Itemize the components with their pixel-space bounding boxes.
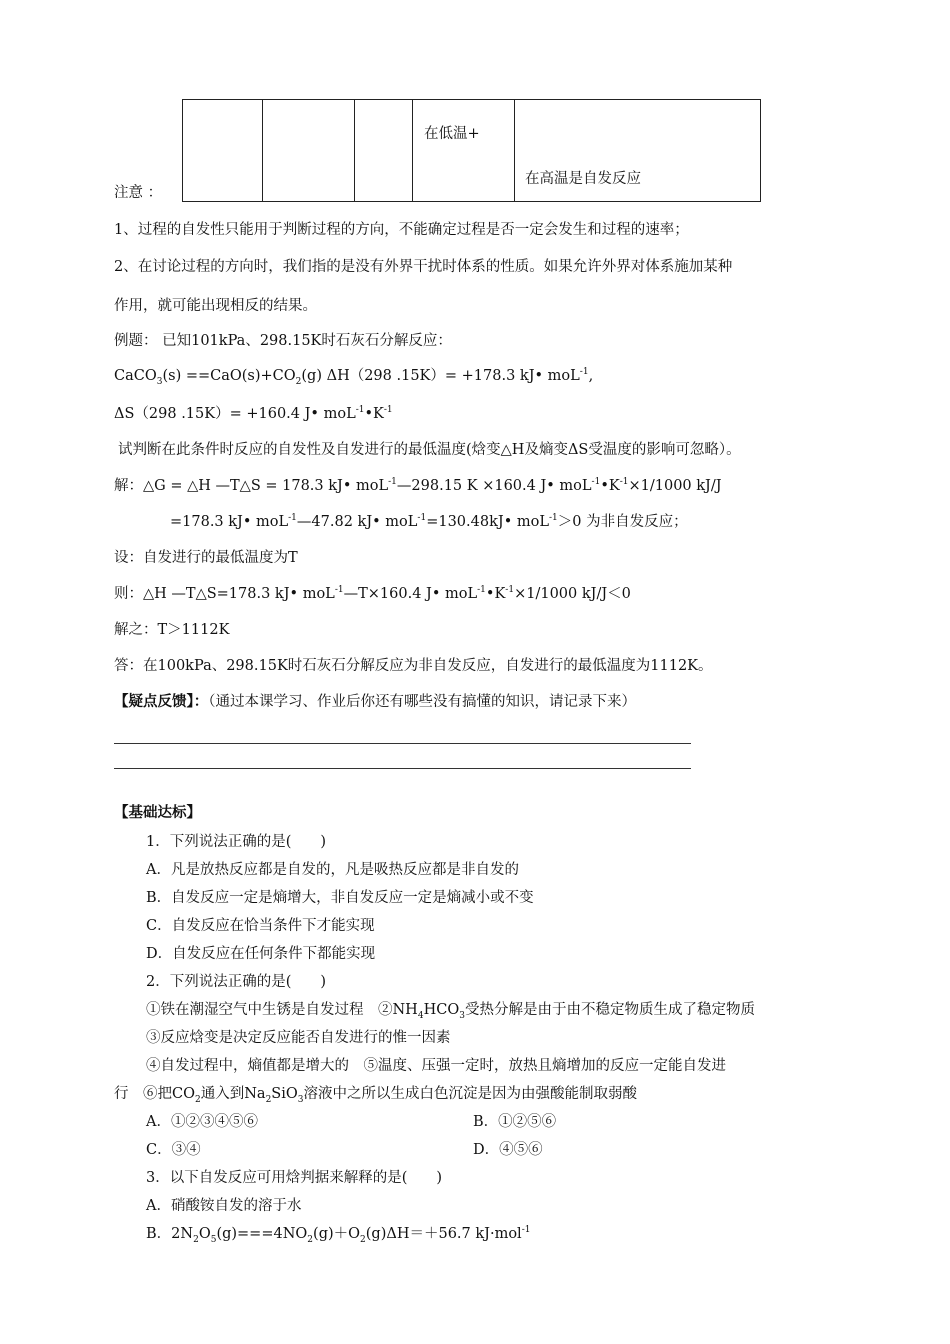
question-2-statement-6 <box>114 1084 637 1104</box>
eq-text: •K <box>485 586 506 602</box>
question-1: 1．下列说法正确的是( ) <box>146 834 327 850</box>
eq-text: ΔS（298 .15K）= +160.4 J• moL <box>114 406 356 422</box>
statement-text: 行 ⑥把CO <box>114 1086 195 1102</box>
table-cell-high-temp <box>515 100 761 202</box>
statement-text: HCO <box>423 1002 460 1018</box>
eq-text: (s) ==CaO(s)+CO <box>162 368 296 384</box>
eq-text: 则：△H —T△S=178.3 kJ• moL <box>114 586 335 602</box>
solution-then <box>114 584 631 604</box>
superscript: -1 <box>417 513 427 524</box>
question-3-option-b <box>146 1224 530 1244</box>
superscript: -1 <box>334 585 344 596</box>
subscript: 2 <box>307 1234 314 1245</box>
eq-text: ×1/1000 kJ/J <box>628 478 722 494</box>
feedback-text: （通过本课学习、作业后你还有哪些没有搞懂的知识，请记录下来） <box>208 694 636 710</box>
statement-text: ①铁在潮湿空气中生锈是自发过程 ②NH <box>146 1002 418 1018</box>
solution-line-1 <box>114 476 722 496</box>
eq-text: ×1/1000 kJ/J＜0 <box>514 586 631 602</box>
superscript: -1 <box>505 585 515 596</box>
table-row <box>183 100 761 202</box>
solution-answer: 答：在100kPa、298.15K时石灰石分解反应为非自发反应，自发进行的最低温度为1112K。 <box>114 658 713 674</box>
question-2-option-b: B．①②⑤⑥ <box>473 1114 557 1130</box>
option-text: B．2N <box>146 1226 194 1242</box>
statement-text: 通入到Na <box>200 1086 266 1102</box>
eq-text: •K <box>600 478 620 494</box>
superscript: -1 <box>288 513 297 524</box>
superscript: -1 <box>548 513 558 524</box>
table-cell <box>183 100 263 202</box>
subscript: 3 <box>459 1010 465 1021</box>
answer-line <box>114 768 691 769</box>
option-text: (g)＋O <box>313 1226 361 1242</box>
solution-line-2 <box>170 512 688 532</box>
eq-text: =130.48kJ• moL <box>426 514 549 530</box>
example-equation: CaCO$_3$(s) $==CaO(s)+CO_2(g)$ ΔH（298 .15K）= +178.3 kJ• moL$^{-1}$, <box>114 367 594 387</box>
eq-text: 解：△G = △H —T△S = 178.3 kJ• moL <box>114 478 389 494</box>
question-2-statement-1 <box>146 1000 755 1020</box>
superscript: -1 <box>591 477 601 488</box>
table-cell <box>355 100 413 202</box>
superscript: -1 <box>521 1225 531 1236</box>
subscript: 3 <box>156 376 163 387</box>
question-3-option-a: A．硝酸铵自发的溶于水 <box>146 1198 302 1214</box>
subscript: 2 <box>295 376 302 387</box>
table-cell-text: 在高温是自发反应 <box>525 171 641 187</box>
eq-text: CaCO <box>114 368 157 384</box>
subscript: 2 <box>193 1234 199 1245</box>
question-1-option-c: C．自发反应在恰当条件下才能实现 <box>146 918 375 934</box>
eq-text: ＞0 为非自发反应； <box>557 514 688 530</box>
question-1-option-b: B．自发反应一定是熵增大，非自发反应一定是熵减小或不变 <box>146 890 534 906</box>
subscript: 5 <box>210 1234 217 1245</box>
option-text: (g)===4NO <box>216 1226 308 1242</box>
note-item-1: 1、过程的自发性只能用于判断过程的方向，不能确定过程是否一定会发生和过程的速率； <box>114 222 689 238</box>
subscript: 2 <box>194 1094 201 1105</box>
basic-title: 【基础达标】 <box>114 805 201 821</box>
example-intro: 例题： 已知101kPa、298.15K时石灰石分解反应： <box>114 333 452 349</box>
question-2-option-c: C．③④ <box>146 1142 201 1158</box>
table-cell-text: 在低温+ <box>424 126 480 142</box>
feedback-title: 【疑点反馈】： <box>114 694 209 710</box>
note-item-2-cont: 作用，就可能出现相反的结果。 <box>114 298 317 314</box>
superscript: -1 <box>477 585 486 596</box>
answer-line <box>114 743 691 744</box>
superscript: -1 <box>579 367 589 378</box>
subscript: 2 <box>360 1234 366 1245</box>
statement-text: SiO <box>271 1086 298 1102</box>
question-3: 3．以下自发反应可用焓判据来解释的是( ) <box>146 1170 443 1186</box>
option-text: (g)ΔH＝＋56.7 kJ·mol <box>365 1226 522 1242</box>
subscript: 3 <box>297 1094 304 1105</box>
question-2-statement-3: ③反应焓变是决定反应能否自发进行的惟一因素 <box>146 1030 451 1046</box>
superscript: -1 <box>619 477 629 488</box>
feedback-section <box>114 692 636 712</box>
option-text: O <box>198 1226 211 1242</box>
note-item-2: 2、在讨论过程的方向时，我们指的是没有外界干扰时体系的性质。如果允许外界对体系施加某种 <box>114 259 733 275</box>
question-2-statement-4: ④自发过程中，熵值都是增大的 ⑤温度、压强一定时，放热且熵增加的反应一定能自发进 <box>146 1058 726 1074</box>
question-1-option-a: A．凡是放热反应都是自发的，凡是吸热反应都是非自发的 <box>146 862 519 878</box>
eq-text: =178.3 kJ• moL <box>170 514 289 530</box>
statement-text: 溶液中之所以生成白色沉淀是因为由强酸能制取弱酸 <box>303 1086 637 1102</box>
solution-let: 设：自发进行的最低温度为T <box>114 550 298 566</box>
subscript: 4 <box>417 1010 424 1021</box>
question-2: 2．下列说法正确的是( ) <box>146 974 327 990</box>
solution-solve: 解之：T＞1112K <box>114 622 230 638</box>
superscript: -1 <box>388 477 397 488</box>
example-entropy: ΔS（298 .15K）= +160.4 J• $moL^{-1}•K^{-1}$ <box>114 405 393 422</box>
eq-text: (g) ΔH（298 .15K）= +178.3 kJ• moL <box>301 368 580 384</box>
example-question: 试判断在此条件时反应的自发性及自发进行的最低温度(焓变△H及熵变ΔS受温度的影响可忽略）。 <box>118 442 741 458</box>
question-1-option-d: D．自发反应在任何条件下都能实现 <box>146 946 376 962</box>
question-2-option-d: D．④⑤⑥ <box>473 1142 543 1158</box>
spontaneity-table-fragment <box>182 99 761 202</box>
eq-text: —298.15 K ×160.4 J• moL <box>396 478 592 494</box>
table-cell <box>263 100 355 202</box>
note-title: 注意 ： <box>114 185 163 201</box>
subscript: 2 <box>265 1094 272 1105</box>
table-cell-low-temp <box>413 100 515 202</box>
eq-text: —47.82 kJ• moL <box>296 514 418 530</box>
superscript: -1 <box>355 405 365 416</box>
question-2-option-a: A．①②③④⑤⑥ <box>146 1114 258 1130</box>
statement-text: 受热分解是由于由不稳定物质生成了稳定物质 <box>464 1002 755 1018</box>
eq-text: —T×160.4 J• moL <box>343 586 478 602</box>
superscript: -1 <box>383 405 393 416</box>
